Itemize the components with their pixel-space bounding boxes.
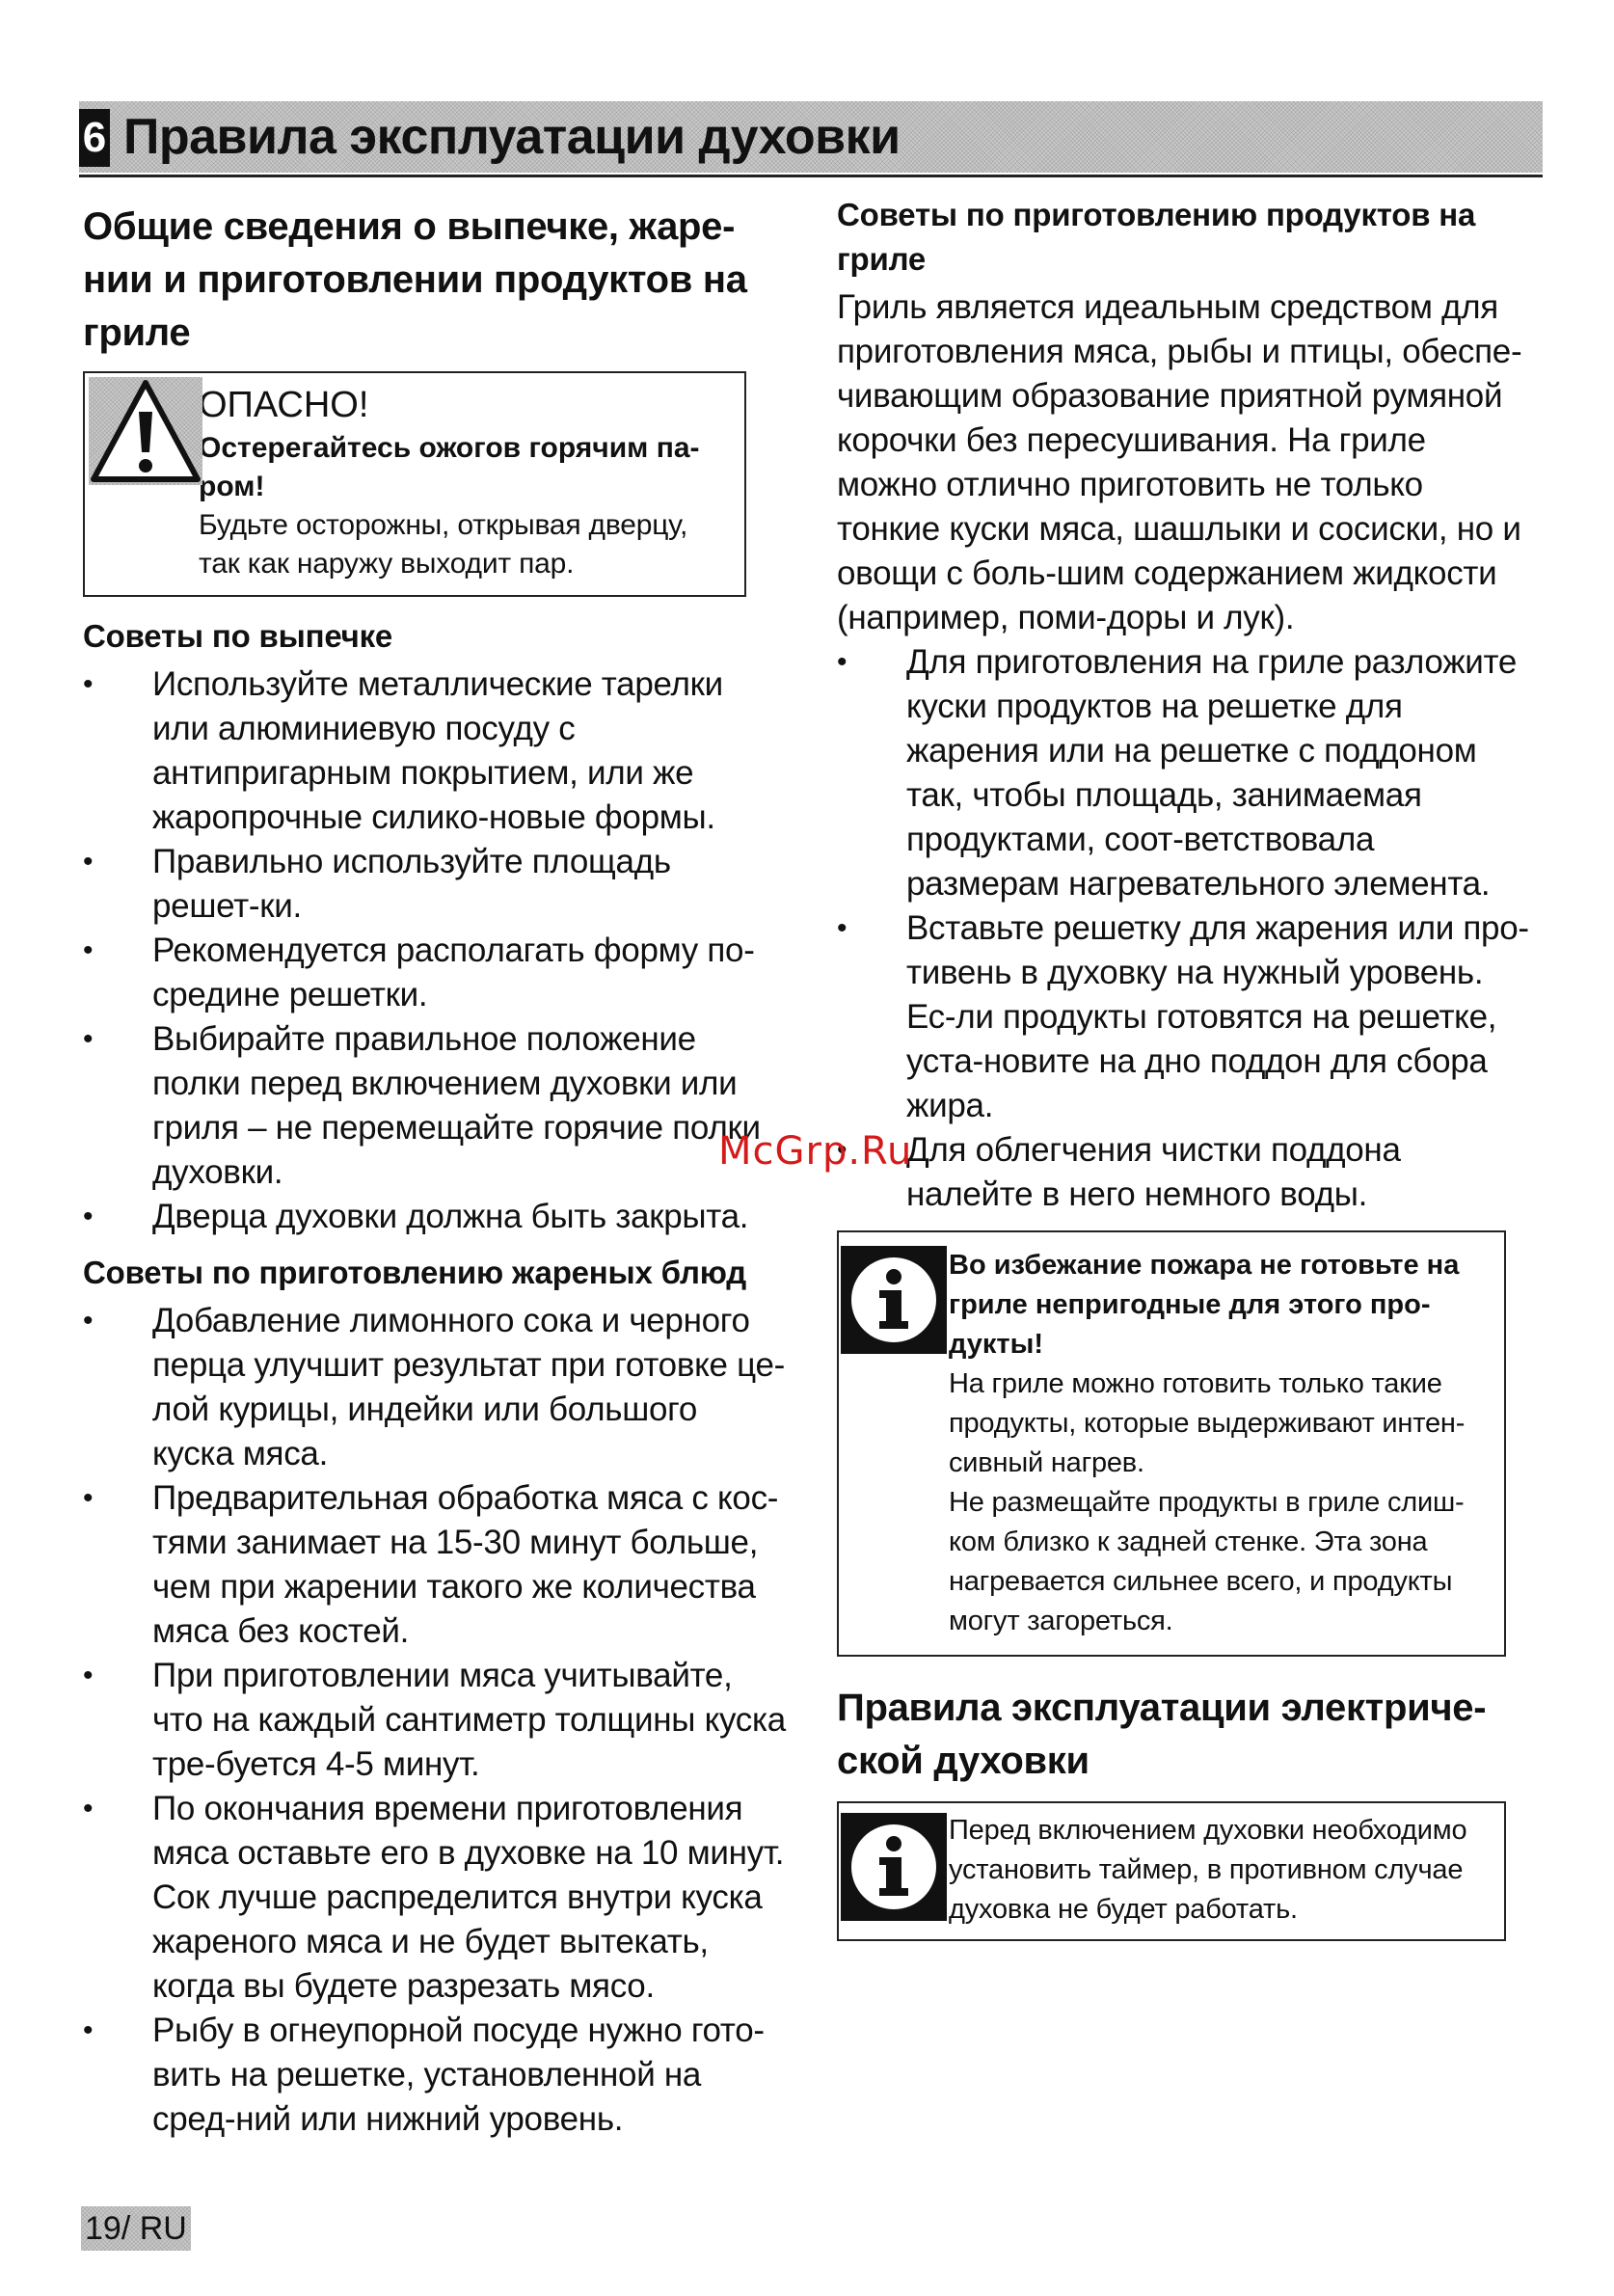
fire-info-text-2: Не размещайте продукты в гриле слиш-ком близко к задней стенке. Эта зона нагревается сильнее всего, и продукты могут загореться.	[949, 1487, 1465, 1636]
chapter-number: 6	[79, 109, 110, 167]
right-column	[837, 193, 1531, 1941]
list-item: • Для облегчения чистки поддона налейте в него немного воды.	[837, 1128, 1531, 1217]
page-number: 19/ RU	[81, 2206, 191, 2251]
section-title-electric: Правила эксплуатации электриче-ской духовки	[837, 1687, 1487, 1782]
list-item: • Дверца духовки должна быть закрыта.	[83, 1195, 787, 1239]
danger-warning-box	[83, 371, 746, 597]
grill-tips-heading: Советы по приготовлению продуктов на гриле	[837, 197, 1476, 277]
warning-bold-text: Остерегайтесь ожогов горячим па-ром!	[199, 432, 700, 502]
grill-intro-paragraph: Гриль является идеальным средством для приготовления мяса, рыбы и птицы, обеспе-чивающим образование приятной румяной корочки без пересушивания. На гриле можно отлично приготовить не только тонкие куски мяса, шашлыки и сосиски, но и овощи с боль-шим содержанием жидкости (например, поми-доры и лук).	[837, 288, 1522, 636]
section-title-general: Общие сведения о выпечке, жаре-нии и приготовлении продуктов на гриле	[83, 205, 747, 354]
list-item: • Добавление лимонного сока и черного перца улучшит результат при готовке це-лой курицы, индейки или большого куска мяса.	[83, 1299, 787, 1476]
list-item: • По окончания времени приготовления мяса оставьте его в духовке на 10 минут. Сок лучше распределится внутри куска жареного мяса и не будет вытекать, когда вы будете разрезать мясо.	[83, 1787, 787, 2009]
list-item: • Предварительная обработка мяса с кос-тями занимает на 15-30 минут больше, чем при жарении такого же количества мяса без костей.	[83, 1476, 787, 1654]
baking-tips-list	[83, 662, 787, 1239]
info-icon	[841, 1813, 947, 1921]
list-item: • Рекомендуется располагать форму по-средине решетки.	[83, 929, 787, 1017]
chapter-title: Правила эксплуатации духовки	[123, 109, 901, 165]
list-item: • При приготовлении мяса учитывайте, что на каждый сантиметр толщины куска тре-буется 4-5 минут.	[83, 1654, 787, 1787]
watermark: McGrp.Ru	[718, 1129, 913, 1174]
list-item: • Рыбу в огнеупорной посуде нужно гото-вить на решетке, установленной на сред-ний или нижний уровень.	[83, 2009, 787, 2142]
fire-info-box	[837, 1230, 1506, 1657]
roast-tips-list	[83, 1299, 787, 2142]
fire-info-text-1: На гриле можно готовить только такие продукты, которые выдерживают интен-сивный нагрев.	[949, 1368, 1466, 1478]
warning-text: Будьте осторожны, открывая дверцу, так как наружу выходит пар.	[199, 509, 688, 580]
list-item: • Вставьте решетку для жарения или про-тивень в духовку на нужный уровень. Ес-ли продукты готовятся на решетке, уста-новите на дно поддон для сбора жира.	[837, 906, 1531, 1128]
timer-info-text: Перед включением духовки необходимо установить таймер, в противном случае духовка не будет работать.	[949, 1815, 1467, 1925]
timer-info-box	[837, 1801, 1506, 1941]
list-item: • Используйте металлические тарелки или алюминиевую посуду с антипригарным покрытием, или же жаропрочные силико-новые формы.	[83, 662, 787, 840]
roast-tips-heading: Советы по приготовлению жареных блюд	[83, 1255, 747, 1290]
header-rule	[79, 175, 1543, 177]
list-item: • Выбирайте правильное положение полки перед включением духовки или гриля – не перемещайте горячие полки духовки.	[83, 1017, 787, 1195]
left-column	[83, 201, 787, 2142]
warning-triangle-icon	[89, 377, 202, 485]
warning-title: ОПАСНО!	[199, 385, 369, 425]
fire-info-bold: Во избежание пожара не готовьте на гриле непригодные для этого про-дукты!	[949, 1250, 1460, 1360]
list-item: • Правильно используйте площадь решет-ки.	[83, 840, 787, 929]
baking-tips-heading: Советы по выпечке	[83, 618, 393, 654]
grill-tips-list	[837, 640, 1531, 1217]
info-icon	[841, 1246, 947, 1354]
list-item: • Для приготовления на гриле разложите куски продуктов на решетке для жарения или на решетке с поддоном так, чтобы площадь, занимаемая продуктами, соот-ветствовала размерам нагревательного элемента.	[837, 640, 1531, 906]
